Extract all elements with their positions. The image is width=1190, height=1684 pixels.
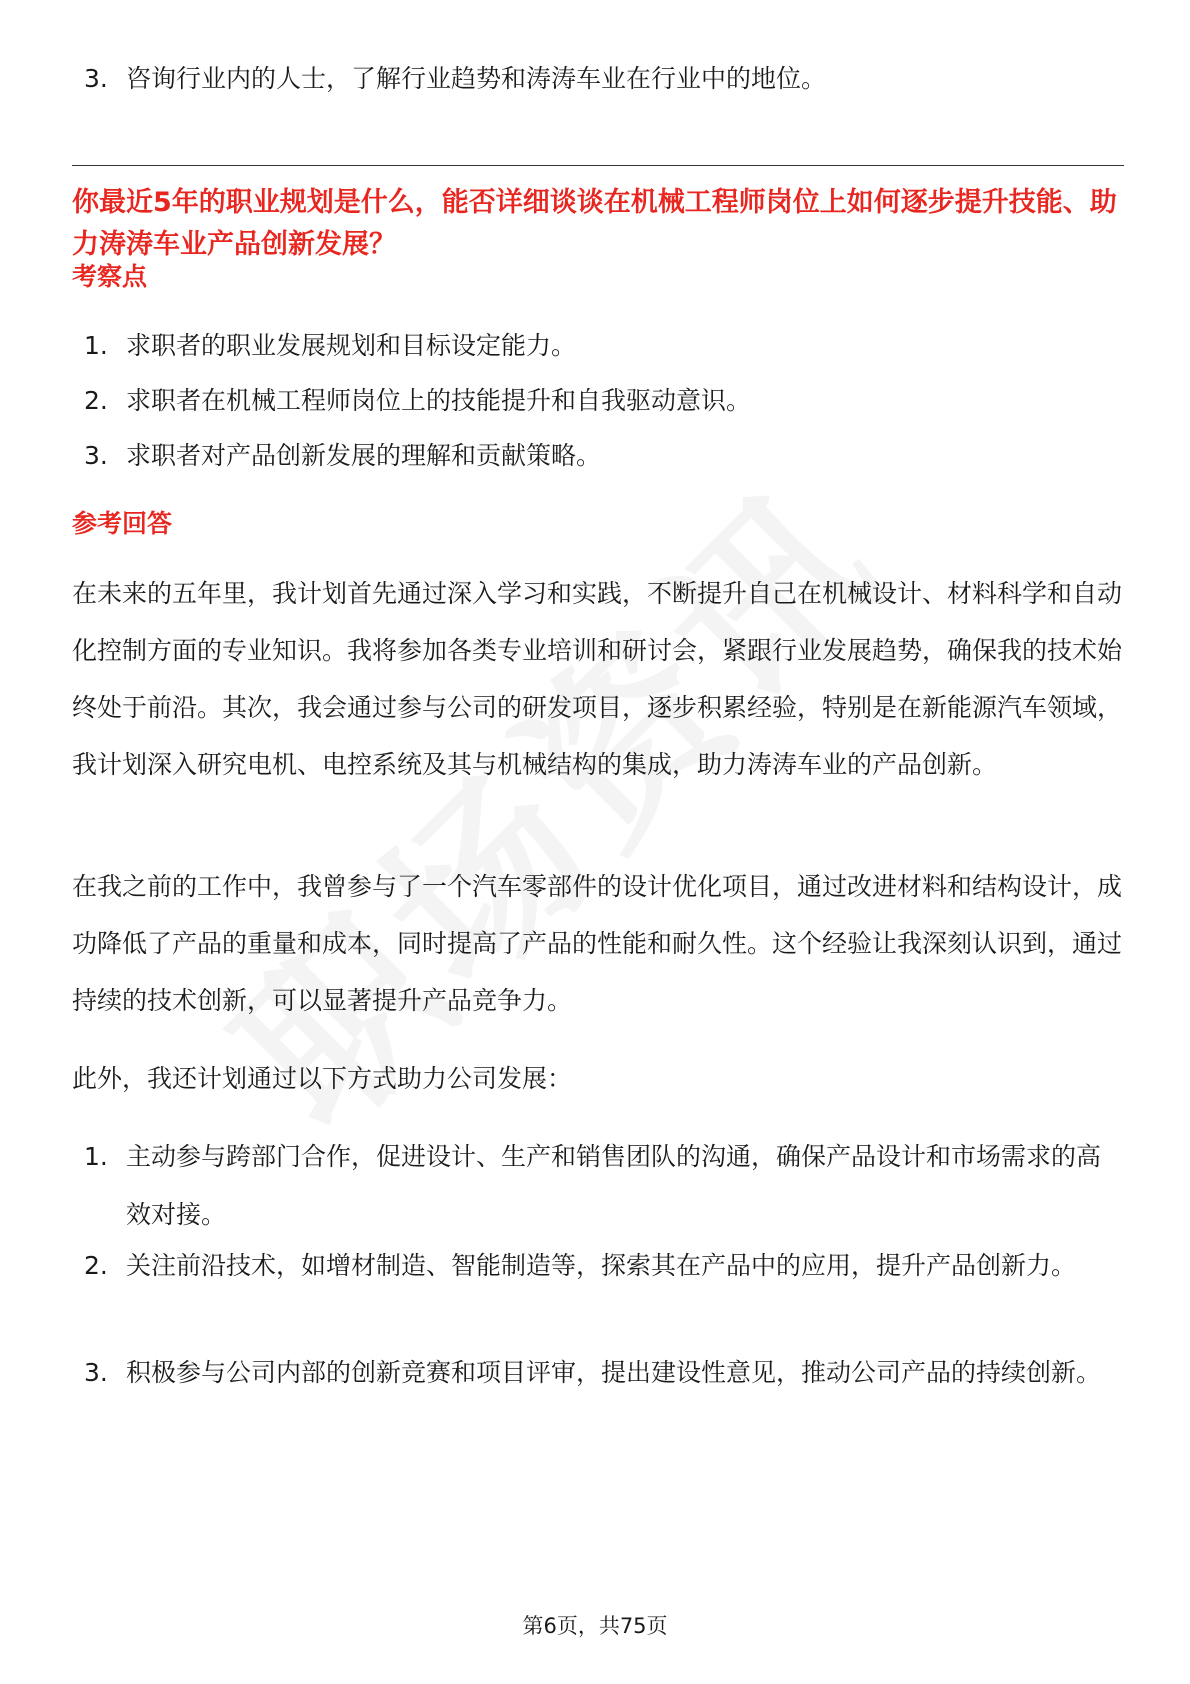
page-footer: 第6页，共75页: [522, 1614, 668, 1638]
answer-paragraph: 此外，我还计划通过以下方式助力公司发展：: [72, 1064, 573, 1093]
reference-answer-title: 参考回答: [72, 509, 173, 538]
exam-point-item: [84, 372, 1124, 430]
list-item-top: [84, 50, 1124, 108]
answer-paragraph: 在我之前的工作中，我曾参与了一个汽车零部件的设计优化项目，通过改进材料和结构设计，成功降低了产品的重量和成本，同时提高了产品的性能和耐久性。这个经验让我深刻认识到，通过持续的技术创新，可以显著提升产品竞争力。: [72, 872, 1123, 1015]
list-number: 1.: [84, 331, 108, 360]
answer-list-item: [84, 1344, 1124, 1402]
list-text: 咨询行业内的人士，了解行业趋势和涛涛车业在行业中的地位。: [126, 64, 827, 93]
list-number: 3.: [84, 441, 108, 470]
list-text: 求职者对产品创新发展的理解和贡献策略。: [126, 441, 602, 470]
list-number: 2.: [84, 1251, 108, 1280]
list-text: 主动参与跨部门合作，促进设计、生产和销售团队的沟通，确保产品设计和市场需求的高效对接。: [126, 1142, 1102, 1229]
question-heading: 你最近5年的职业规划是什么，能否详细谈谈在机械工程师岗位上如何逐步提升技能、助力涛涛车业产品创新发展？: [72, 187, 1117, 260]
list-number: 1.: [84, 1142, 108, 1171]
list-number: 3.: [84, 1358, 108, 1387]
list-number: 2.: [84, 386, 108, 415]
divider: [72, 165, 1124, 166]
list-text: 积极参与公司内部的创新竞赛和项目评审，提出建设性意见，推动公司产品的持续创新。: [126, 1358, 1102, 1387]
list-text: 求职者在机械工程师岗位上的技能提升和自我驱动意识。: [126, 386, 752, 415]
exam-point-item: [84, 317, 1124, 375]
exam-point-item: [84, 427, 1124, 485]
answer-list-item: [84, 1128, 1124, 1244]
list-text: 关注前沿技术，如增材制造、智能制造等，探索其在产品中的应用，提升产品创新力。: [126, 1251, 1077, 1280]
list-text: 求职者的职业发展规划和目标设定能力。: [126, 331, 577, 360]
exam-points-title: 考察点: [72, 262, 148, 291]
answer-paragraph: 在未来的五年里，我计划首先通过深入学习和实践，不断提升自己在机械设计、材料科学和自动化控制方面的专业知识。我将参加各类专业培训和研讨会，紧跟行业发展趋势，确保我的技术始终处于前沿。其次，我会通过参与公司的研发项目，逐步积累经验，特别是在新能源汽车领域，我计划深入研究电机、电控系统及其与机械结构的集成，助力涛涛车业的产品创新。: [72, 579, 1123, 779]
answer-list-item: [84, 1237, 1124, 1295]
list-number: 3.: [84, 64, 108, 93]
